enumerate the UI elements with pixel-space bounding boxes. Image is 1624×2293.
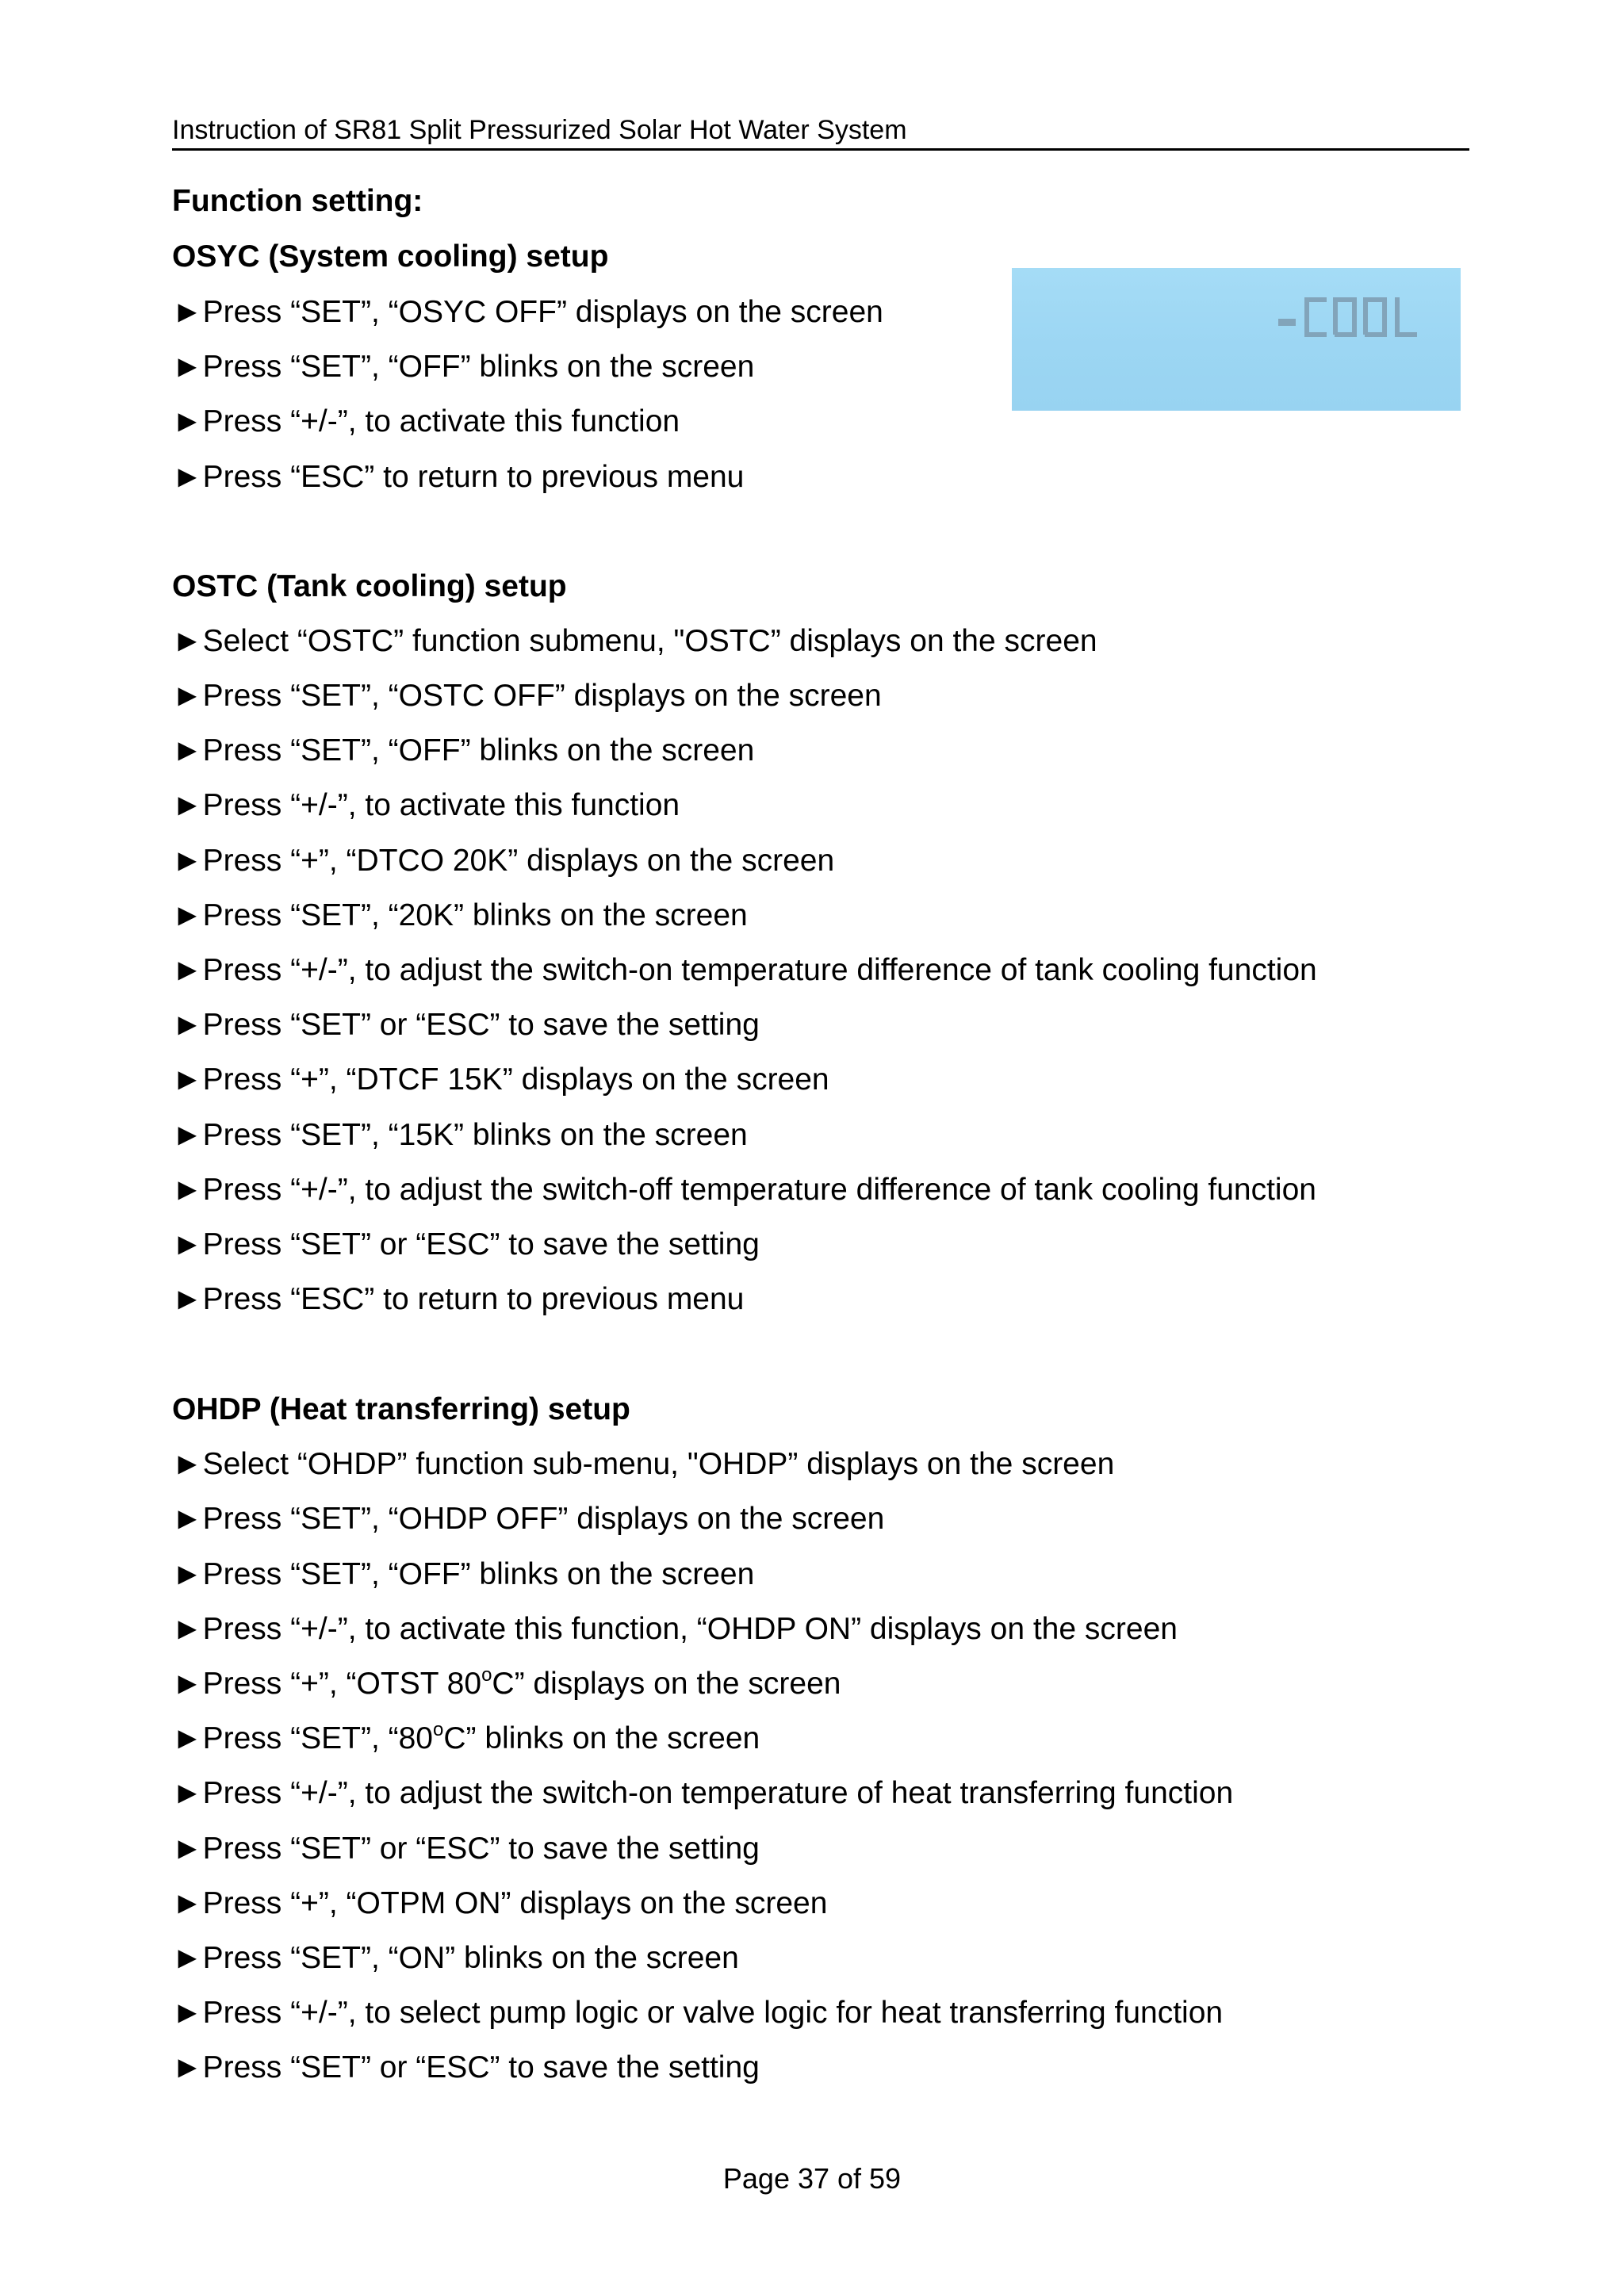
ohdp-step-text: Press “SET”, “OFF” blinks on the screen	[202, 1557, 755, 1591]
ostc-step	[172, 731, 754, 771]
bullet-arrow-icon: ►	[172, 1776, 203, 1810]
bullet-arrow-icon: ►	[172, 1886, 203, 1920]
bullet-arrow-icon: ►	[172, 1996, 203, 2030]
ostc-step-text: Press “ESC” to return to previous menu	[202, 1282, 745, 1316]
bullet-arrow-icon: ►	[172, 1667, 203, 1701]
ostc-step-text: Press “+/-”, to adjust the switch-off temperature difference of tank cooling function	[202, 1173, 1316, 1207]
ohdp-step-text: Press “+/-”, to select pump logic or valve logic for heat transferring function	[202, 1996, 1224, 2030]
ostc-step	[172, 1225, 760, 1265]
ostc-step-text: Press “+/-”, to adjust the switch-on temperature difference of tank cooling function	[202, 953, 1317, 987]
ostc-step-text: Press “+/-”, to activate this function	[202, 788, 680, 822]
ostc-heading: OSTC (Tank cooling) setup	[172, 569, 567, 603]
ohdp-step	[172, 1719, 760, 1759]
bullet-arrow-icon: ►	[172, 1721, 203, 1755]
ostc-step-text: Press “SET”, “OSTC OFF” displays on the screen	[202, 679, 882, 713]
ohdp-step-text: Press “+/-”, to adjust the switch-on temperature of heat transferring function	[202, 1776, 1234, 1810]
ohdp-step	[172, 1774, 1233, 1813]
ostc-step	[172, 951, 1317, 990]
ohdp-step	[172, 1829, 760, 1869]
ohdp-step-text: Press “SET” or “ESC” to save the setting	[202, 2050, 760, 2084]
ostc-step	[172, 622, 1097, 661]
ohdp-step	[172, 1610, 1178, 1649]
ohdp-step-text: Press “+”, “OTPM ON” displays on the screen	[202, 1886, 828, 1920]
osyc-step	[172, 402, 680, 442]
osyc-step-text: Press “ESC” to return to previous menu	[202, 460, 745, 494]
ohdp-step-text: Press “SET” or “ESC” to save the setting	[202, 1832, 760, 1866]
ostc-step	[172, 1005, 760, 1045]
bullet-arrow-icon: ►	[172, 295, 203, 329]
ostc-step-text: Press “SET” or “ESC” to save the setting	[202, 1008, 760, 1042]
ohdp-step-text: Press “SET”, “OHDP OFF” displays on the screen	[202, 1502, 885, 1536]
ostc-step	[172, 841, 834, 881]
ohdp-step-text: Select “OHDP” function sub-menu, "OHDP” displays on the screen	[202, 1447, 1115, 1481]
osyc-step-text: Press “SET”, “OSYC OFF” displays on the screen	[202, 295, 883, 329]
page-number: Page 37 of 59	[722, 2162, 902, 2195]
ostc-step	[172, 896, 748, 936]
lcd-cool-readout	[1012, 268, 1461, 411]
osyc-step	[172, 347, 754, 387]
osyc-step-text: Press “SET”, “OFF” blinks on the screen	[202, 350, 755, 384]
degree-superscript: o	[481, 1664, 492, 1686]
ostc-step-text: Press “+”, “DTCF 15K” displays on the screen	[202, 1062, 829, 1097]
osyc-step-text: Press “+/-”, to activate this function	[202, 404, 680, 438]
bullet-arrow-icon: ►	[172, 1612, 203, 1646]
page-header: Instruction of SR81 Split Pressurized Solar Hot Water System	[172, 113, 1469, 151]
bullet-arrow-icon: ►	[172, 624, 203, 658]
bullet-arrow-icon: ►	[172, 1118, 203, 1152]
bullet-arrow-icon: ►	[172, 1282, 203, 1316]
bullet-arrow-icon: ►	[172, 844, 203, 878]
ohdp-step	[172, 1499, 884, 1539]
osyc-heading: OSYC (System cooling) setup	[172, 239, 609, 274]
ostc-step-text: Press “SET”, “20K” blinks on the screen	[202, 898, 748, 932]
bullet-arrow-icon: ►	[172, 1227, 203, 1261]
ostc-step-text: Select “OSTC” function submenu, "OSTC” displays on the screen	[202, 624, 1097, 658]
ostc-step-text: Press “SET” or “ESC” to save the setting	[202, 1227, 760, 1261]
bullet-arrow-icon: ►	[172, 404, 203, 438]
bullet-arrow-icon: ►	[172, 733, 203, 768]
ohdp-step-text: Press “+/-”, to activate this function, “OHDP ON” displays on the screen	[202, 1612, 1178, 1646]
ostc-step-text: Press “SET”, “15K” blinks on the screen	[202, 1118, 748, 1152]
ohdp-step	[172, 1993, 1223, 2033]
bullet-arrow-icon: ►	[172, 350, 203, 384]
ostc-step	[172, 1170, 1316, 1210]
ohdp-step	[172, 1445, 1114, 1484]
ostc-step-text: Press “+”, “DTCO 20K” displays on the screen	[202, 844, 835, 878]
osyc-step	[172, 457, 744, 497]
lcd-display-image	[1012, 268, 1461, 411]
ohdp-step	[172, 1884, 827, 1924]
ostc-step	[172, 1116, 748, 1155]
ohdp-step-text: Press “SET”, “80$^o$C” blinks on the screen	[202, 1719, 760, 1755]
function-setting-heading: Function setting:	[172, 184, 423, 218]
bullet-arrow-icon: ►	[172, 1832, 203, 1866]
ohdp-step	[172, 2048, 760, 2088]
bullet-arrow-icon: ►	[172, 1173, 203, 1207]
ohdp-heading: OHDP (Heat transferring) setup	[172, 1392, 630, 1426]
ostc-step	[172, 676, 882, 716]
ostc-step	[172, 1280, 744, 1319]
bullet-arrow-icon: ►	[172, 2050, 203, 2084]
degree-superscript: o	[433, 1719, 444, 1740]
ohdp-step-text: Press “SET”, “ON” blinks on the screen	[202, 1941, 739, 1975]
ohdp-step	[172, 1664, 841, 1704]
ostc-step-text: Press “SET”, “OFF” blinks on the screen	[202, 733, 755, 768]
osyc-step	[172, 293, 883, 332]
ostc-step	[172, 786, 680, 825]
bullet-arrow-icon: ►	[172, 1941, 203, 1975]
bullet-arrow-icon: ►	[172, 460, 203, 494]
ohdp-step	[172, 1939, 739, 1978]
bullet-arrow-icon: ►	[172, 1557, 203, 1591]
bullet-arrow-icon: ►	[172, 898, 203, 932]
bullet-arrow-icon: ►	[172, 1062, 203, 1097]
bullet-arrow-icon: ►	[172, 679, 203, 713]
ostc-step	[172, 1060, 829, 1100]
bullet-arrow-icon: ►	[172, 1447, 203, 1481]
bullet-arrow-icon: ►	[172, 953, 203, 987]
ohdp-step-text: Press “+”, “OTST 80$^o$C” displays on the screen	[202, 1664, 841, 1701]
ohdp-step	[172, 1555, 754, 1594]
bullet-arrow-icon: ►	[172, 788, 203, 822]
bullet-arrow-icon: ►	[172, 1008, 203, 1042]
bullet-arrow-icon: ►	[172, 1502, 203, 1536]
